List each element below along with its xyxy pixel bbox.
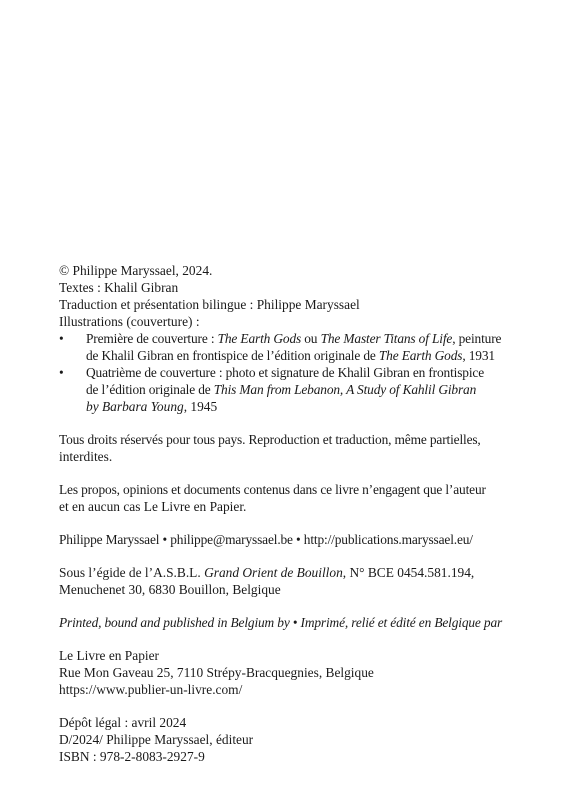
publisher-url: https://www.publier-un-livre.com/: [59, 682, 243, 697]
back-cover-item: [59, 364, 529, 415]
legal-deposit: Dépôt légal : avril 2024: [59, 715, 187, 730]
illustrations-heading: Illustrations (couverture) :: [59, 314, 200, 329]
d-number: D/2024/ Philippe Maryssael, éditeur: [59, 732, 254, 747]
asbl-line-1: Sous l’égide de l’A.S.B.L. Grand Orient de Bouillon, N° BCE 0454.581.194,: [59, 565, 475, 580]
front-cover-line-2: de Khalil Gibran en frontispice de l’édition originale de The Earth Gods, 1931: [86, 348, 495, 363]
bullet: •: [59, 331, 64, 346]
rights-line-1: Tous droits réservés pour tous pays. Reproduction et traduction, même partielles,: [59, 432, 481, 447]
organization-name: Grand Orient de Bouillon: [204, 565, 343, 580]
rights-line-2: interdites.: [59, 449, 113, 464]
book-title: The Master Titans of Life: [320, 331, 453, 346]
front-cover-line-1: Première de couverture : The Earth Gods ou The Master Titans of Life, peinture: [86, 331, 502, 346]
copyright-line: © Philippe Maryssael, 2024.: [59, 263, 213, 278]
texts-line: Textes : Khalil Gibran: [59, 280, 179, 295]
contact-line: Philippe Maryssael • philippe@maryssael.be • http://publications.maryssael.eu/: [59, 532, 473, 547]
asbl-line-2: Menuchenet 30, 6830 Bouillon, Belgique: [59, 582, 281, 597]
front-cover-item: [59, 330, 529, 364]
bullet: •: [59, 365, 64, 380]
translation-line: Traduction et présentation bilingue : Philippe Maryssael: [59, 297, 360, 312]
publisher-address: Rue Mon Gaveau 25, 7110 Strépy-Bracquegnies, Belgique: [59, 665, 374, 680]
disclaimer-line-1: Les propos, opinions et documents contenus dans ce livre n’engagent que l’auteur: [59, 482, 486, 497]
colophon: [59, 262, 529, 765]
back-cover-line-2: de l’édition originale de This Man from Lebanon, A Study of Kahlil Gibran: [86, 382, 477, 397]
back-cover-line-3: by Barbara Young, 1945: [86, 399, 218, 414]
book-title: The Earth Gods: [378, 348, 463, 363]
isbn: ISBN : 978-2-8083-2927-9: [59, 749, 205, 764]
printed-line: Printed, bound and published in Belgium by • Imprimé, relié et édité en Belgique par: [59, 615, 503, 630]
book-title: The Earth Gods: [217, 331, 302, 346]
back-cover-line-1: Quatrième de couverture : photo et signature de Khalil Gibran en frontispice: [86, 365, 484, 380]
disclaimer-line-2: et en aucun cas Le Livre en Papier.: [59, 499, 247, 514]
publisher-name: Le Livre en Papier: [59, 648, 160, 663]
book-title: This Man from Lebanon, A Study of Kahlil Gibran: [213, 382, 477, 397]
